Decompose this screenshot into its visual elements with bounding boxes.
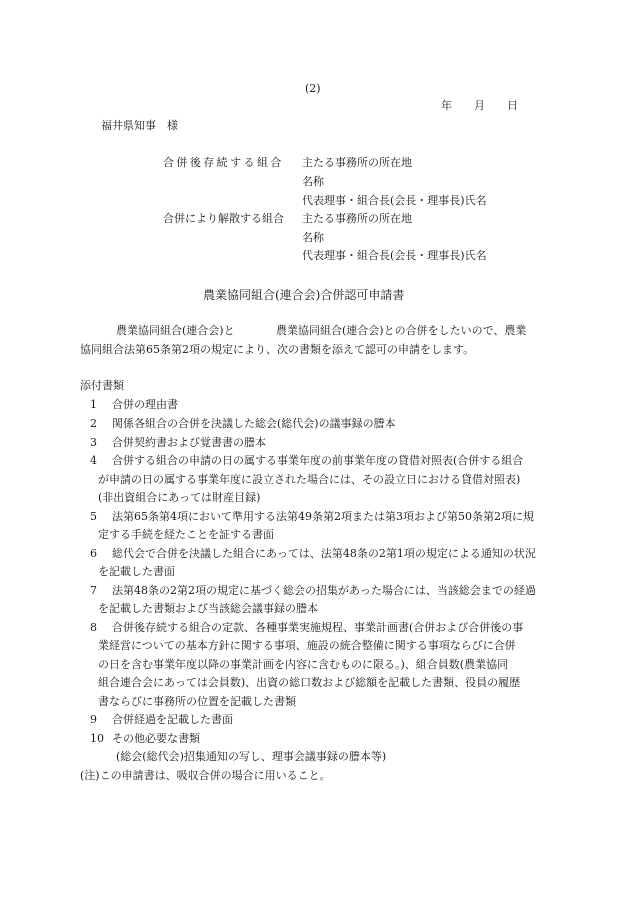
attachment-item-7 — [90, 585, 536, 596]
attachment-item-6 — [90, 548, 536, 559]
attachment-item-8-cont-1: 業経営についての基本方針に関する事項、施設の統合整備に関する事項ならびに合併 — [98, 639, 516, 652]
item-text: 合併契約書および覚書書の謄本 — [112, 436, 266, 449]
attachments-heading: 添付書類 — [80, 379, 124, 392]
attachment-item-8-cont-2: の日を含む事業年度以降の事業計画を内容に含むものに限る。)、組合員数(農業協同 — [98, 658, 509, 671]
item-number: 4 — [90, 454, 97, 467]
attachment-item-9 — [90, 714, 233, 725]
form-number: (2) — [305, 82, 321, 95]
item-number: 5 — [90, 510, 97, 523]
item-number: 9 — [90, 713, 97, 726]
document-title: 農業協同組合(連合会)合併認可申請書 — [203, 288, 405, 302]
date-line: 年 月 日 — [441, 99, 518, 112]
item-text: 総代会で合併を決議した組合にあっては、法第48条の2第1項の規定による通知の状況 — [112, 547, 536, 560]
item-number: 3 — [90, 436, 97, 449]
item-number: 7 — [90, 584, 97, 597]
attachment-item-10-cont-1: (総会(総代会)招集通知の写し、理事会議事録の謄本等) — [116, 750, 387, 763]
item-number: 1 — [90, 398, 97, 411]
item-text: 合併経過を記載した書面 — [112, 713, 233, 726]
attachment-item-4-cont-2: (非出資組合にあっては財産目録) — [98, 491, 261, 504]
dissolving-address-label: 主たる事務所の所在地 — [302, 212, 412, 225]
item-text: 合併する組合の申請の日の属する事業年度の前事業年度の貸借対照表(合併する組合 — [112, 454, 524, 467]
body-line-2: 協同組合法第65条第2項の規定により、次の書類を添えて認可の申請をします。 — [80, 343, 475, 356]
continuing-name-label: 名称 — [302, 175, 324, 188]
body-line-1b: 農業協同組合(連合会)との合併をしたいので、農業 — [276, 324, 527, 337]
attachment-item-4 — [90, 455, 523, 466]
dissolving-name-label: 名称 — [302, 231, 324, 244]
attachment-item-7-cont-1: を記載した書類および当該総会議事録の謄本 — [98, 602, 318, 615]
continuing-rep-label: 代表理事・組合長(会長・理事長)氏名 — [302, 194, 487, 207]
item-text: その他必要な書類 — [112, 732, 200, 745]
attachment-item-3 — [90, 437, 266, 448]
item-number: 8 — [90, 621, 97, 634]
item-number: 2 — [90, 417, 97, 430]
item-text: 合併後存続する組合の定款、各種事業実施規程、事業計画書(合併および合併後の事 — [112, 621, 524, 634]
dissolving-rep-label: 代表理事・組合長(会長・理事長)氏名 — [302, 249, 487, 262]
attachment-item-6-cont-1: を記載した書面 — [98, 565, 175, 578]
continuing-role-label: 合併後存続する組合 — [163, 156, 284, 169]
continuing-address-label: 主たる事務所の所在地 — [302, 156, 412, 169]
note: (注)この申請書は、吸収合併の場合に用いること。 — [80, 769, 331, 782]
attachment-item-1 — [90, 399, 178, 410]
attachment-item-5 — [90, 511, 534, 522]
attachment-item-10 — [90, 733, 200, 744]
attachment-item-8-cont-3: 組合連合会にあっては会員数)、出資の総口数および総額を記載した書類、役員の履歴 — [98, 676, 521, 689]
item-number: 10 — [90, 732, 104, 745]
addressee: 福井県知事 様 — [101, 119, 178, 132]
item-text: 法第48条の2第2項の規定に基づく総会の招集があった場合には、当該総会までの経過 — [112, 584, 536, 597]
dissolving-role-label: 合併により解散する組合 — [163, 212, 284, 225]
item-number: 6 — [90, 547, 97, 560]
attachment-item-5-cont-1: 定する手続を経たことを証する書面 — [98, 528, 274, 541]
item-text: 法第65条第4項において準用する法第49条第2項または第3項および第50条第2項に規 — [112, 510, 534, 523]
attachment-item-2 — [90, 418, 396, 429]
item-text: 合併の理由書 — [112, 398, 178, 411]
attachment-item-8-cont-4: 書ならびに事務所の位置を記載した書類 — [98, 695, 296, 708]
body-line-1a: 農業協同組合(連合会)と — [116, 324, 235, 337]
attachment-item-4-cont-1: が申請の日の属する事業年度に設立された場合には、その設立日における貸借対照表) — [98, 473, 521, 486]
item-text: 関係各組合の合併を決議した総会(総代会)の議事録の謄本 — [112, 417, 396, 430]
attachment-item-8 — [90, 622, 523, 633]
